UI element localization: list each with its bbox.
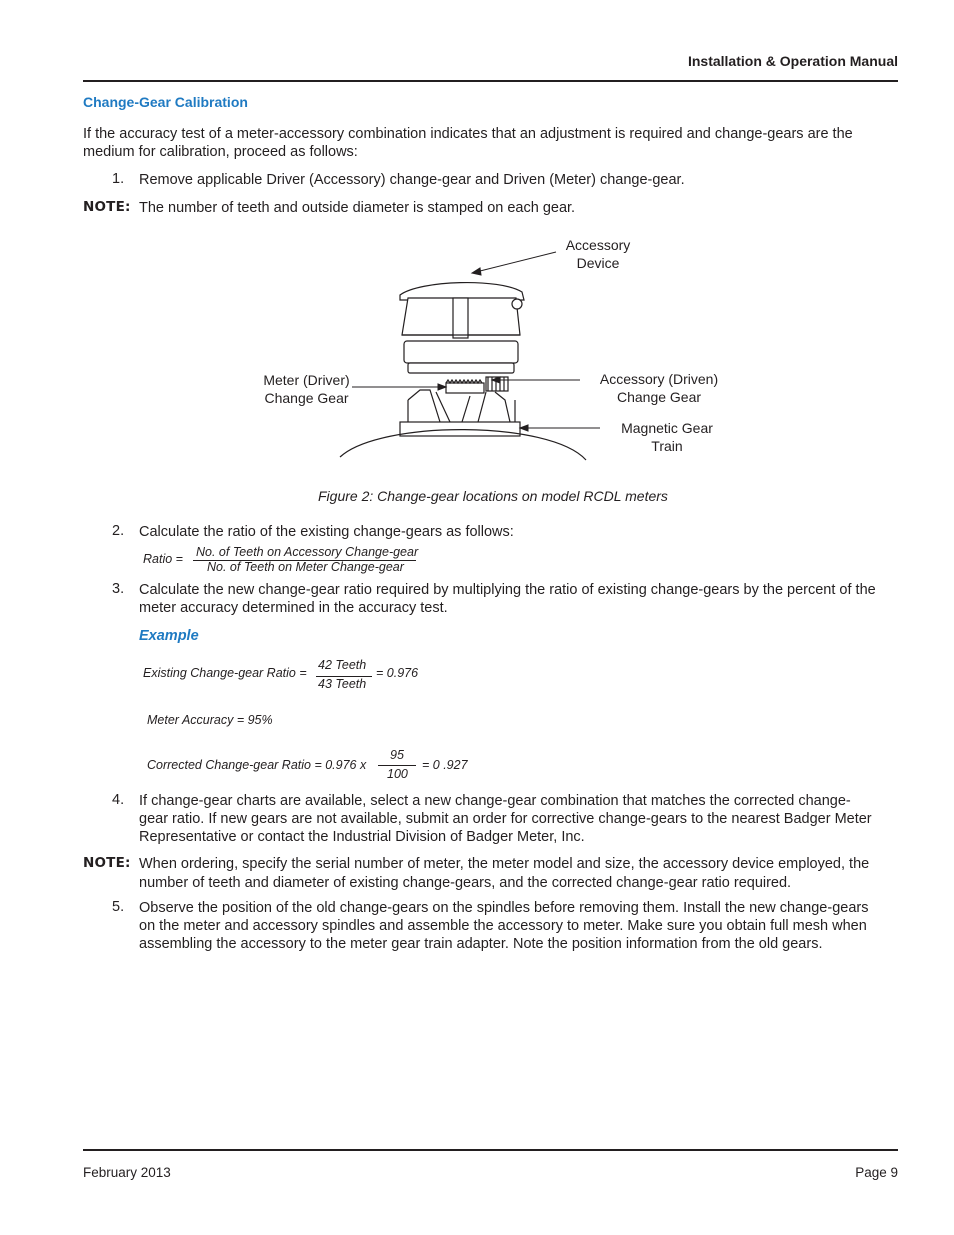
corrected-ratio-lhs: Corrected Change-gear Ratio = 0.976 x	[147, 758, 367, 772]
label-magnetic-gear-train: Magnetic Gear Train	[621, 420, 713, 454]
step-number: 3.	[112, 581, 125, 597]
label-accessory-device: Accessory Device	[565, 237, 631, 271]
step-number: 5.	[112, 899, 125, 915]
existing-ratio-numerator: 42 Teeth	[318, 658, 367, 672]
ratio-lhs: Ratio =	[143, 552, 183, 566]
header-rule	[83, 80, 898, 82]
ratio-numerator: No. of Teeth on Accessory Change-gear	[196, 545, 419, 559]
fraction-bar	[378, 765, 416, 766]
example-heading: Example	[139, 628, 199, 644]
intro-paragraph: If the accuracy test of a meter-accessory combination indicates that an adjustment is required and change-gears are the medium for calibration, proceed as follows:	[83, 126, 853, 160]
step-text: Calculate the new change-gear ratio required by multiplying the ratio of existing change-gears by the percent of the meter accuracy determined in the accuracy test.	[139, 582, 876, 616]
existing-ratio-denominator: 43 Teeth	[318, 677, 367, 691]
label-accessory-driven-gear: Accessory (Driven) Change Gear	[599, 371, 719, 405]
note-text: The number of teeth and outside diameter is stamped on each gear.	[139, 200, 576, 216]
footer-rule	[83, 1149, 898, 1151]
meter-accuracy: Meter Accuracy = 95%	[147, 713, 273, 727]
note-label: NOTE:	[83, 855, 131, 871]
label-meter-driver-gear: Meter (Driver) Change Gear	[263, 372, 350, 406]
note-label: NOTE:	[83, 199, 131, 215]
existing-ratio-lhs: Existing Change-gear Ratio =	[143, 666, 307, 680]
step-text: Observe the position of the old change-gears on the spindles before removing them. Install the new change-gears on the meter and accessory spindles and assemble the accessory to meter. Make sure you obtain full mesh when assembling the accessory to the meter gear train adapter. Note the position information from the old gears.	[139, 900, 869, 952]
ratio-denominator: No. of Teeth on Meter Change-gear	[207, 560, 404, 574]
section-title: Change-Gear Calibration	[83, 94, 248, 110]
page-number: Page 9	[855, 1165, 898, 1180]
manual-title: Installation & Operation Manual	[687, 53, 898, 69]
step-number: 2.	[112, 523, 125, 539]
note-text: When ordering, specify the serial number of meter, the meter model and size, the accessory device employed, the number of teeth and diameter of existing change-gears, and the corrected change-gear ratio required.	[139, 856, 870, 891]
footer-date: February 2013	[83, 1165, 171, 1180]
step-number: 1.	[112, 171, 125, 187]
step-text: Calculate the ratio of the existing change-gears as follows:	[139, 524, 514, 540]
figure-caption: Figure 2: Change-gear locations on model RCDL meters	[318, 488, 668, 504]
existing-ratio-result: = 0.976	[376, 666, 419, 680]
step-text: Remove applicable Driver (Accessory) change-gear and Driven (Meter) change-gear.	[139, 172, 685, 188]
step-number: 4.	[112, 792, 125, 808]
change-gear-diagram	[330, 245, 600, 465]
corrected-ratio-denominator: 100	[387, 767, 408, 781]
corrected-ratio-numerator: 95	[390, 748, 404, 762]
step-text: If change-gear charts are available, select a new change-gear combination that matches the corrected change-gear ratio. If new gears are not available, submit an order for corrective change-gears to the nearest Badger Meter Representative or contact the Industrial Division of Badger Meter, Inc.	[139, 793, 872, 845]
corrected-ratio-result: = 0 .927	[422, 758, 468, 772]
